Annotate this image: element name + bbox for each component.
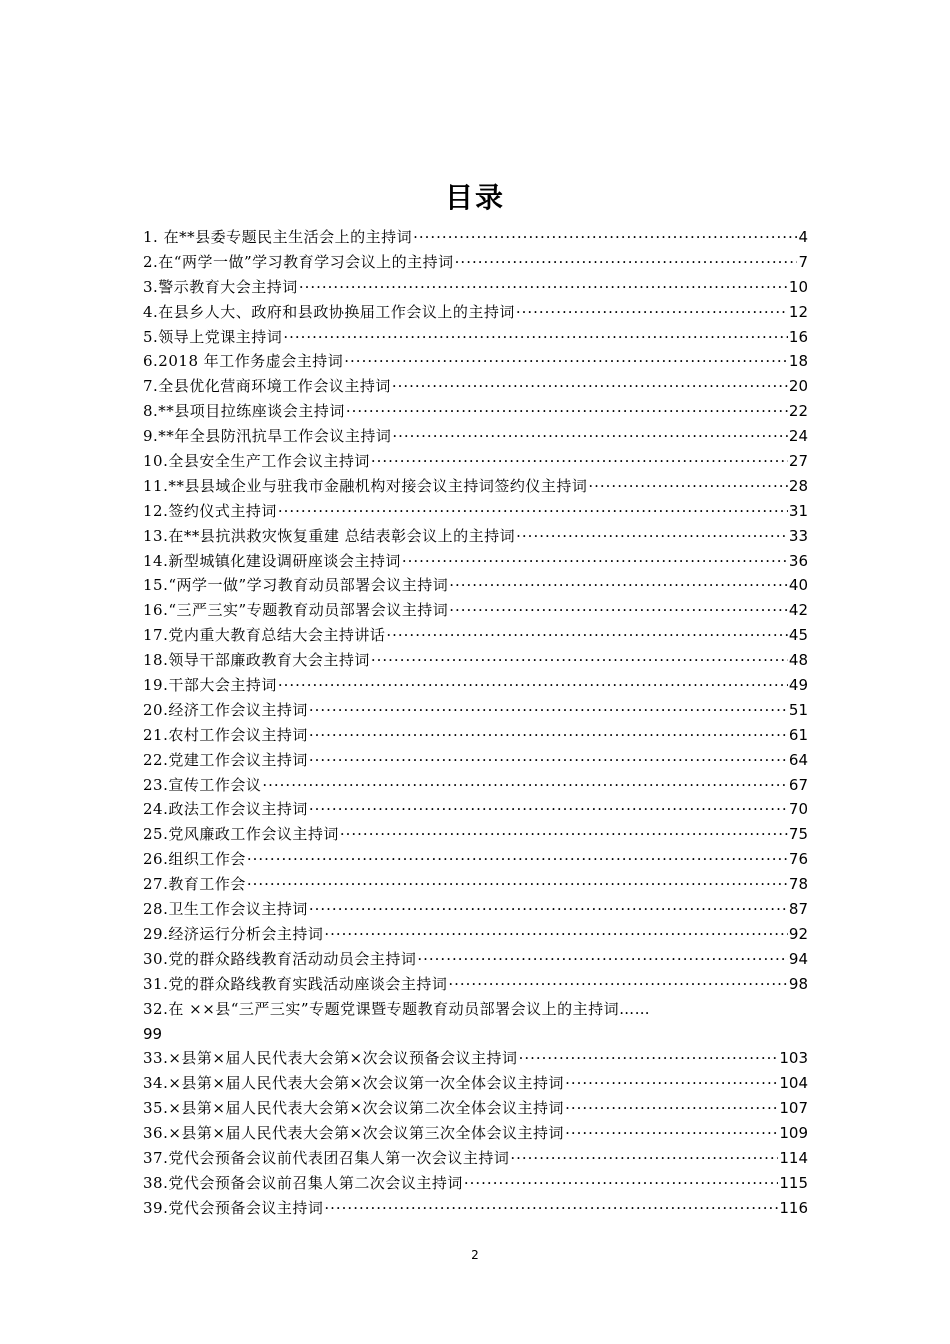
toc-dot-leader [309,723,788,748]
toc-entry-page: 107 [779,1099,808,1118]
toc-entry-title: 14.新型城镇化建设调研座谈会主持词 [143,551,401,570]
toc-entry-page: 94 [788,949,808,968]
toc-entry-title: 6.2018 年工作务虚会主持词 [143,352,344,371]
toc-dot-leader [262,773,788,798]
toc-entry-page: 48 [788,651,808,670]
toc-entry-title: 38.党代会预备会议前召集人第二次会议主持词 [143,1173,463,1192]
toc-entry-title: 18.领导干部廉政教育大会主持词 [143,651,370,670]
toc-entry[interactable] [143,698,808,723]
toc-entry-page: 109 [779,1124,808,1143]
toc-entry[interactable] [143,449,808,474]
toc-dot-leader [448,972,788,997]
toc-entry-page: 99 [143,1024,163,1043]
toc-entry[interactable] [143,1196,808,1221]
toc-entry-page: 103 [779,1049,808,1068]
toc-entry-page: 49 [788,676,808,695]
toc-entry-title: 33.×县第×届人民代表大会第×次会议预备会议主持词 [143,1049,518,1068]
toc-entry-page: 40 [788,576,808,595]
toc-entry[interactable] [143,673,808,698]
toc-entry-title: 25.党风廉政工作会议主持词 [143,825,339,844]
toc-entry[interactable] [143,1171,808,1196]
toc-dot-leader [413,225,797,250]
toc-entry-title: 22.党建工作会议主持词 [143,750,308,769]
toc-entry-title: 30.党的群众路线教育活动动员会主持词 [143,949,417,968]
toc-entry[interactable] [143,1046,808,1071]
toc-entry[interactable] [143,300,808,325]
toc-entry-title: 36.×县第×届人民代表大会第×次会议第三次全体会议主持词 [143,1124,565,1143]
toc-entry-title: 1. 在**县委专题民主生活会上的主持词 [143,227,413,246]
toc-entry-title: 32.在 ××县“三严三实”专题党课暨专题教育动员部署会议上的主持词…… [143,999,651,1018]
toc-entry-page: 7 [798,252,808,271]
toc-dot-leader [417,947,788,972]
toc-entry-title: 20.经济工作会议主持词 [143,700,308,719]
toc-entry-title: 26.组织工作会 [143,850,246,869]
toc-dot-leader [340,822,788,847]
toc-entry[interactable] [143,225,808,250]
toc-entry-page: 10 [788,277,808,296]
toc-entry-title: 7.全县优化营商环境工作会议主持词 [143,377,391,396]
toc-entry-page: 76 [788,850,808,869]
toc-entry-title: 13.在**县抗洪救灾恢复重建 总结表彰会议上的主持词 [143,526,516,545]
toc-entry-page: 115 [779,1173,808,1192]
toc-entry[interactable] [143,972,808,997]
toc-dot-leader [346,399,788,424]
toc-entry[interactable] [143,773,808,798]
toc-dot-leader [565,1071,778,1096]
toc-dot-leader [309,897,788,922]
toc-dot-leader [247,847,788,872]
toc-entry-title: 11.**县县域企业与驻我市金融机构对接会议主持词签约仪主持词 [143,476,588,495]
toc-dot-leader [299,275,788,300]
toc-dot-leader [278,673,788,698]
toc-entry-title: 15.“两学一做”学习教育动员部署会议主持词 [143,576,449,595]
toc-dot-leader [344,349,788,374]
toc-dot-leader [392,374,788,399]
page-number: 2 [471,1248,479,1262]
toc-entry[interactable] [143,424,808,449]
toc-entry-page: 36 [788,551,808,570]
toc-entry[interactable] [143,748,808,773]
toc-entry[interactable] [143,499,808,524]
toc-entry[interactable] [143,1121,808,1146]
toc-entry-title: 12.签约仪式主持词 [143,501,277,520]
toc-entry[interactable] [143,1071,808,1096]
toc-entry[interactable] [143,275,808,300]
toc-entry[interactable] [143,822,808,847]
toc-dot-leader [309,748,788,773]
toc-entry[interactable] [143,399,808,424]
toc-entry[interactable] [143,897,808,922]
toc-entry-title: 4.在县乡人大、政府和县政协换届工作会议上的主持词 [143,302,515,321]
toc-entry-page: 87 [788,900,808,919]
toc-entry[interactable] [143,797,808,822]
toc-entry-title: 8.**县项目拉练座谈会主持词 [143,402,345,421]
toc-entry-page: 24 [788,427,808,446]
toc-entry[interactable] [143,250,808,275]
toc-entry-title: 10.全县安全生产工作会议主持词 [143,452,370,470]
toc-entry-title: 35.×县第×届人民代表大会第×次会议第二次全体会议主持词 [143,1099,565,1118]
toc-dot-leader [371,648,788,673]
toc-entry-title: 24.政法工作会议主持词 [143,800,308,819]
toc-entry-page: 114 [779,1148,808,1167]
toc-entry-title: 31.党的群众路线教育实践活动座谈会主持词 [143,974,448,993]
toc-entry-page: 4 [798,227,808,246]
toc-title: 目录 [444,181,505,214]
toc-entry-title: 2.在“两学一做”学习教育学习会议上的主持词 [143,252,454,271]
toc-entry-title: 21.农村工作会议主持词 [143,725,308,744]
toc-entry-page: 28 [788,476,808,495]
toc-entry-page: 70 [788,800,808,819]
toc-entry-page: 116 [779,1198,808,1217]
toc-entry[interactable] [143,723,808,748]
toc-dot-leader [565,1096,778,1121]
toc-entry[interactable] [143,325,808,350]
toc-entry-page: 18 [788,352,808,371]
toc-entry-page: 64 [788,750,808,769]
toc-entry-title: 27.教育工作会 [143,875,246,894]
toc-entry-page: 27 [788,452,808,470]
toc-entry-page: 42 [788,601,808,620]
toc-entry-title: 39.党代会预备会议主持词 [143,1198,324,1217]
toc-dot-leader [283,325,788,350]
toc-entry-page: 61 [788,725,808,744]
toc-entry-title: 19.干部大会主持词 [143,676,277,695]
toc-entry-page: 16 [788,327,808,346]
toc-dot-leader [588,474,788,499]
toc-entry-title: 34.×县第×届人民代表大会第×次会议第一次全体会议主持词 [143,1074,565,1093]
toc-entry-title: 9.**年全县防汛抗旱工作会议主持词 [143,427,392,446]
toc-dot-leader [371,449,788,474]
toc-dot-leader [516,300,788,325]
toc-entry-title: 28.卫生工作会议主持词 [143,900,308,919]
toc-entry-page: 31 [788,501,808,520]
toc-entry-title: 17.党内重大教育总结大会主持讲话 [143,626,386,645]
toc-entry[interactable] [143,549,808,574]
toc-entry[interactable] [143,474,808,499]
toc-entry[interactable] [143,1146,808,1171]
toc-entry-page: 33 [788,526,808,545]
toc-entry[interactable] [143,922,808,947]
toc-entry[interactable] [143,648,808,673]
toc-entry[interactable] [143,598,808,623]
toc-entry-title: 3.警示教育大会主持词 [143,277,298,296]
toc-entry-page: 92 [788,924,808,943]
toc-entry-page: 98 [788,974,808,993]
toc-list [143,225,808,1221]
toc-dot-leader [510,1146,778,1171]
toc-entry-page: 104 [779,1074,808,1093]
toc-entry-page: 51 [788,700,808,719]
toc-dot-leader [516,524,788,549]
toc-dot-leader [386,623,788,648]
toc-entry-title: 29.经济运行分析会主持词 [143,924,324,943]
toc-entry-title: 23.宣传工作会议 [143,775,262,794]
toc-dot-leader [247,872,788,897]
toc-entry[interactable] [143,573,808,598]
toc-dot-leader [464,1171,779,1196]
toc-entry[interactable] [143,947,808,972]
toc-entry[interactable] [143,847,808,872]
toc-entry-page: 78 [788,875,808,894]
toc-dot-leader [402,549,788,574]
toc-dot-leader [449,573,788,598]
toc-entry[interactable] [143,997,808,1047]
toc-entry-page: 75 [788,825,808,844]
toc-dot-leader [324,922,788,947]
toc-dot-leader [309,797,788,822]
toc-entry-page: 12 [788,302,808,321]
toc-dot-leader [324,1196,778,1221]
toc-entry[interactable] [143,1096,808,1121]
toc-entry-title: 16.“三严三实”专题教育动员部署会议主持词 [143,601,449,620]
toc-dot-leader [392,424,788,449]
toc-entry[interactable] [143,872,808,897]
toc-entry-title: 37.党代会预备会议前代表团召集人第一次会议主持词 [143,1148,510,1167]
toc-entry[interactable] [143,623,808,648]
toc-dot-leader [519,1046,779,1071]
toc-dot-leader [565,1121,778,1146]
toc-dot-leader [278,499,788,524]
toc-entry[interactable] [143,374,808,399]
toc-entry-page: 67 [788,775,808,794]
toc-dot-leader [455,250,798,275]
toc-entry-page: 45 [788,626,808,645]
toc-entry[interactable] [143,349,808,374]
toc-dot-leader [309,698,788,723]
toc-dot-leader [449,598,788,623]
toc-entry-page: 22 [788,402,808,421]
toc-entry-title: 5.领导上党课主持词 [143,327,283,346]
toc-entry-page: 20 [788,377,808,396]
toc-entry[interactable] [143,524,808,549]
